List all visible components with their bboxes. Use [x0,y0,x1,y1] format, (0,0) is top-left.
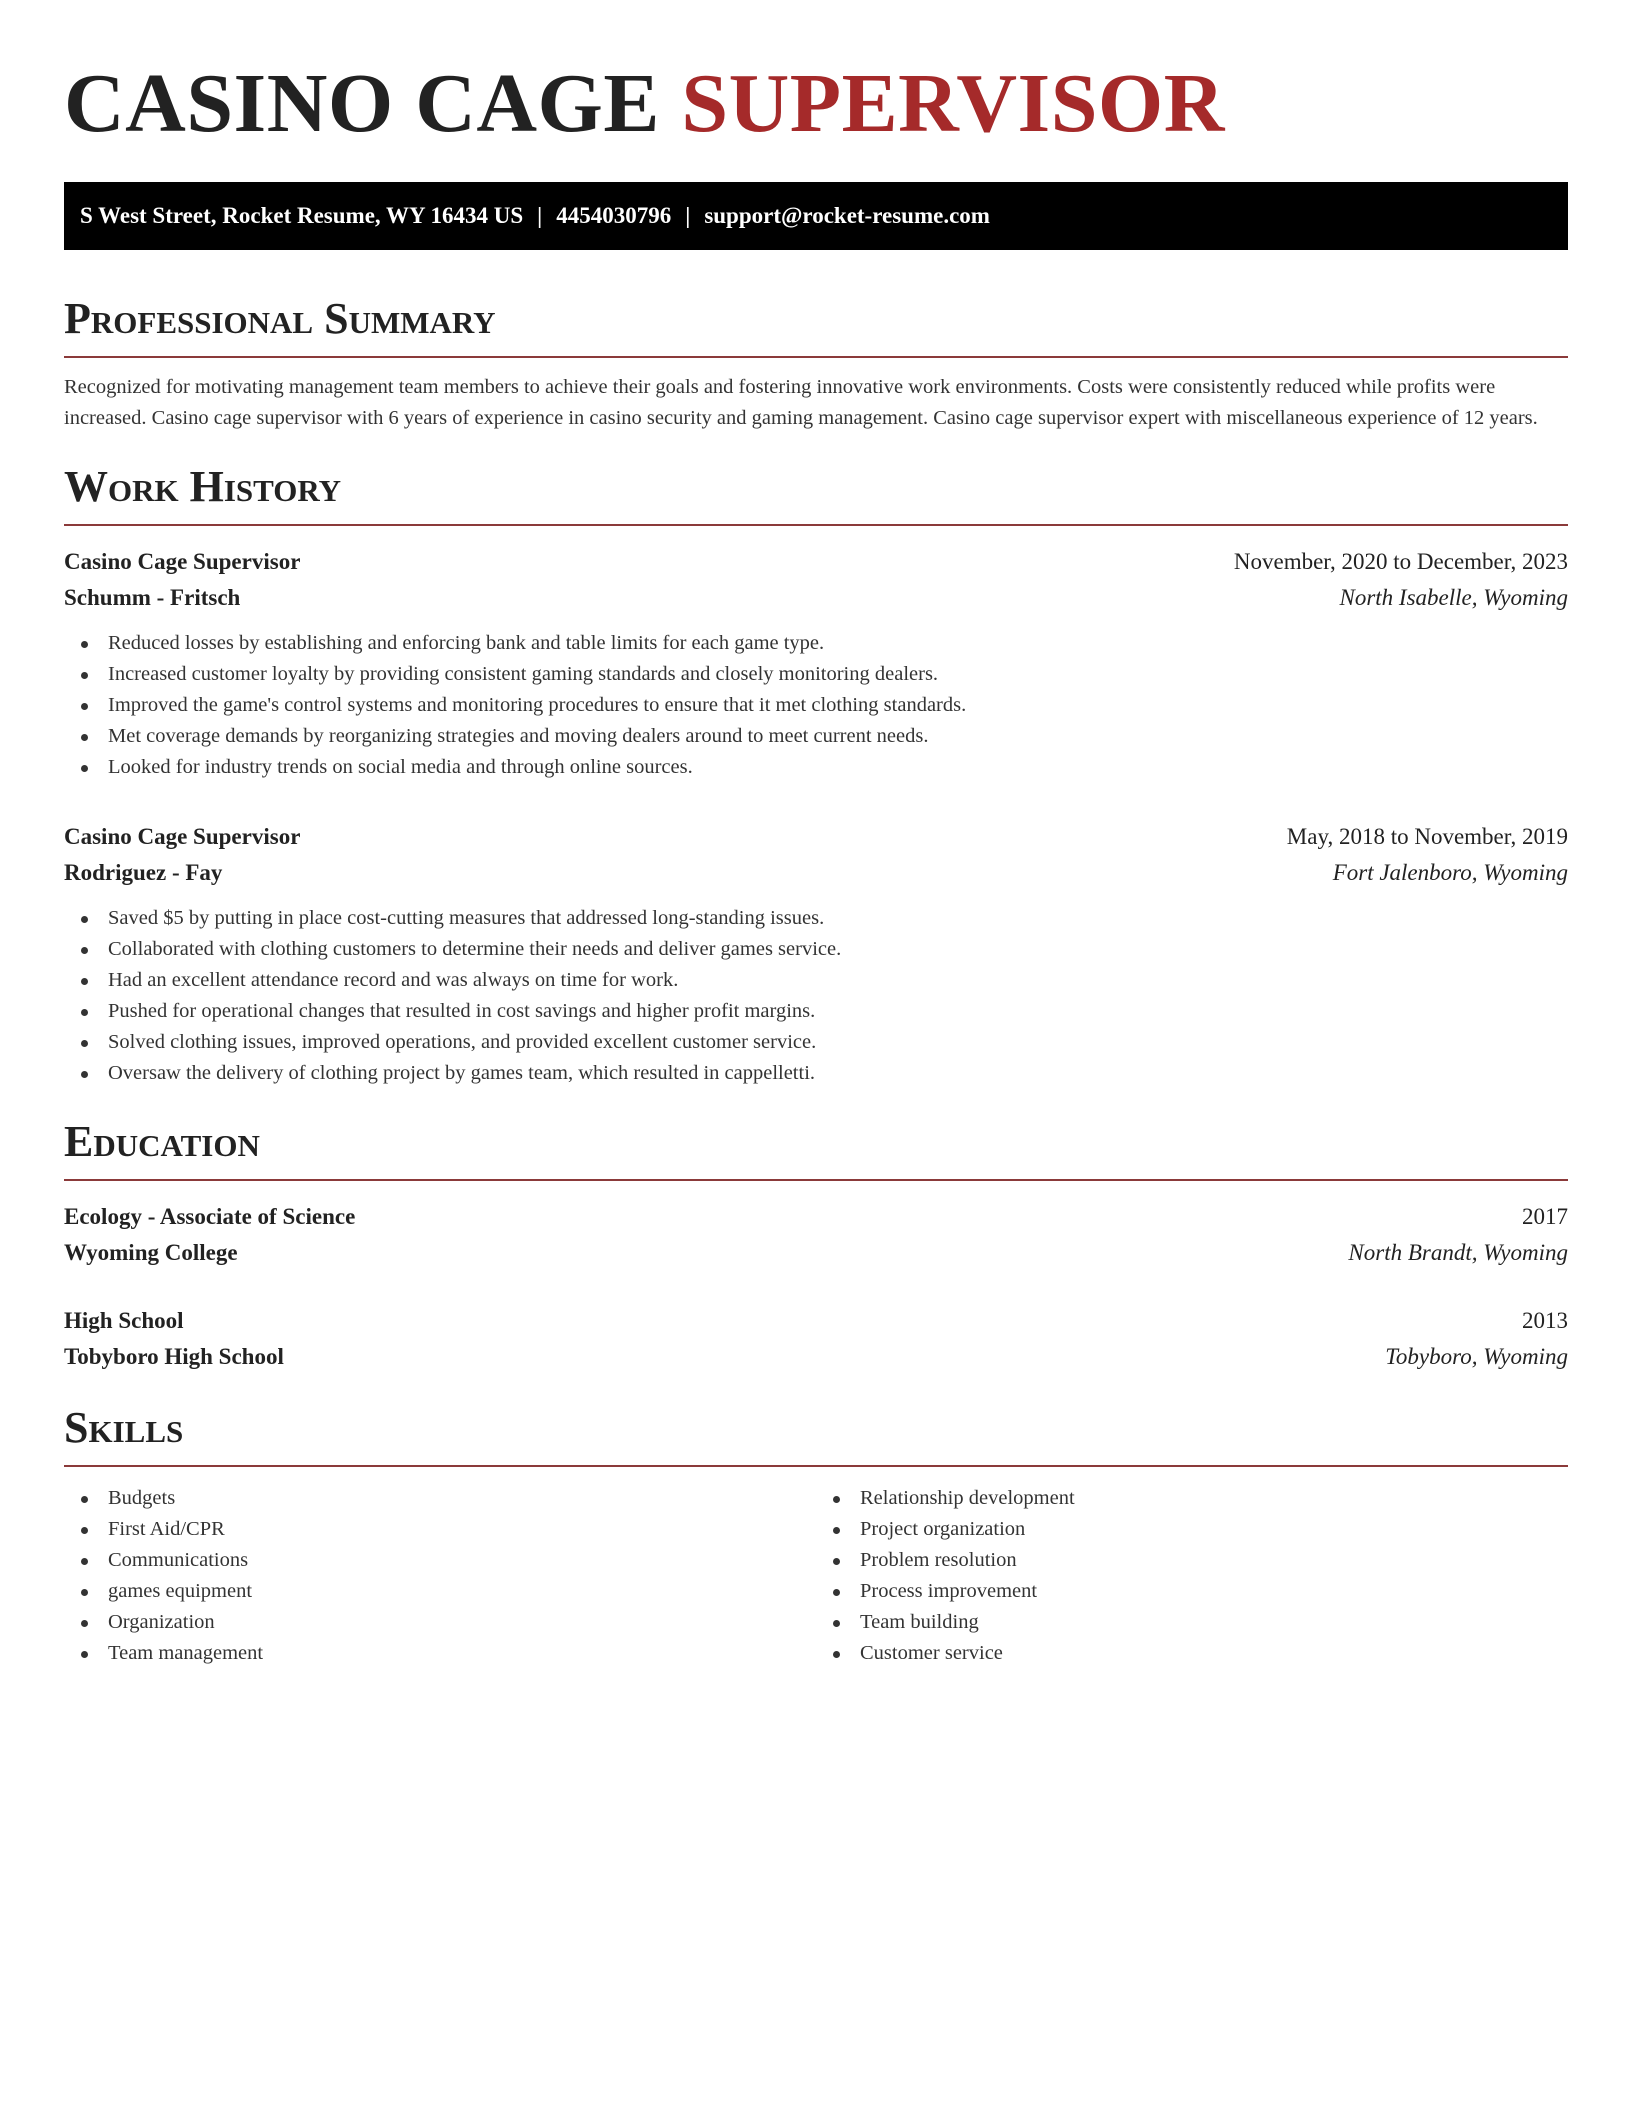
skill-item: Project organization [816,1514,1568,1545]
education-school: Tobyboro High School [64,1344,284,1369]
job-company: Rodriguez - Fay [64,860,223,885]
job-entry [64,544,1568,783]
title-main: CASINO CAGE [64,57,660,150]
contact-separator: | [685,203,691,228]
contact-address: S West Street, Rocket Resume, WY 16434 US [80,203,524,228]
skills-list [816,1483,1568,1669]
contact-separator: | [537,203,543,228]
education-year: 2013 [1522,1308,1568,1333]
skills-column-left [64,1483,816,1669]
skill-item: Customer service [816,1638,1568,1669]
education-location: Tobyboro, Wyoming [1385,1344,1568,1369]
skill-item: Team management [64,1638,816,1669]
contact-bar [64,182,1568,250]
skill-item: Relationship development [816,1483,1568,1514]
education-school-row [64,1339,1568,1375]
job-bullet: Collaborated with clothing customers to determine their needs and deliver games service. [64,934,1568,965]
job-title: Casino Cage Supervisor [64,549,301,574]
education-school: Wyoming College [64,1240,238,1265]
job-bullet: Increased customer loyalty by providing consistent gaming standards and closely monitoring dealers. [64,659,1568,690]
education-location: North Brandt, Wyoming [1348,1240,1568,1265]
job-title: Casino Cage Supervisor [64,824,301,849]
contact-phone: 4454030796 [556,203,672,228]
skill-item: First Aid/CPR [64,1514,816,1545]
education-entry [64,1199,1568,1271]
job-bullet: Oversaw the delivery of clothing project by games team, which resulted in cappelletti. [64,1058,1568,1089]
job-bullet: Met coverage demands by reorganizing strategies and moving dealers around to meet current needs. [64,721,1568,752]
education-school-row [64,1235,1568,1271]
job-dates: May, 2018 to November, 2019 [1286,824,1568,849]
job-bullet: Saved $5 by putting in place cost-cutting measures that addressed long-standing issues. [64,903,1568,934]
section-heading-education: Education [64,1117,1568,1181]
skill-item: Problem resolution [816,1545,1568,1576]
resume-title [64,56,1568,152]
job-location: Fort Jalenboro, Wyoming [1332,860,1568,885]
skill-item: Team building [816,1607,1568,1638]
skills-section [64,1403,1568,1669]
section-heading-summary: Professional Summary [64,294,1568,358]
section-heading-skills: Skills [64,1403,1568,1467]
job-bullet: Reduced losses by establishing and enforcing bank and table limits for each game type. [64,628,1568,659]
skill-item: Process improvement [816,1576,1568,1607]
job-header-row [64,544,1568,580]
job-bullet: Solved clothing issues, improved operations, and provided excellent customer service. [64,1027,1568,1058]
education-entry [64,1303,1568,1375]
education-year: 2017 [1522,1204,1568,1229]
section-heading-work-history: Work History [64,462,1568,526]
contact-email: support@rocket-resume.com [704,203,990,228]
title-accent: SUPERVISOR [681,57,1225,150]
skills-columns [64,1483,1568,1669]
job-bullets [64,903,1568,1089]
education-section [64,1117,1568,1375]
education-degree-row [64,1303,1568,1339]
job-company-row [64,855,1568,891]
job-header-row [64,819,1568,855]
education-degree-row [64,1199,1568,1235]
work-history-section [64,462,1568,1089]
skill-item: Organization [64,1607,816,1638]
skills-column-right [816,1483,1568,1669]
skill-item: games equipment [64,1576,816,1607]
job-company: Schumm - Fritsch [64,585,241,610]
job-company-row [64,580,1568,616]
education-degree: High School [64,1308,184,1333]
job-dates: November, 2020 to December, 2023 [1233,549,1568,574]
summary-text: Recognized for motivating management team members to achieve their goals and fostering innovative work environments. Costs were consistently reduced while profits were increased. Casino cage supervisor with 6 years of experience in casino security and gaming management. Casino cage supervisor expert with miscellaneous experience of 12 years. [64,376,1538,429]
job-bullet: Had an excellent attendance record and was always on time for work. [64,965,1568,996]
job-bullet: Pushed for operational changes that resulted in cost savings and higher profit margins. [64,996,1568,1027]
job-bullet: Improved the game's control systems and monitoring procedures to ensure that it met clothing standards. [64,690,1568,721]
summary-section [64,294,1568,434]
education-degree: Ecology - Associate of Science [64,1204,356,1229]
job-bullets [64,628,1568,783]
job-bullet: Looked for industry trends on social media and through online sources. [64,752,1568,783]
skill-item: Budgets [64,1483,816,1514]
skill-item: Communications [64,1545,816,1576]
skills-list [64,1483,816,1669]
job-location: North Isabelle, Wyoming [1339,585,1568,610]
job-entry [64,819,1568,1089]
